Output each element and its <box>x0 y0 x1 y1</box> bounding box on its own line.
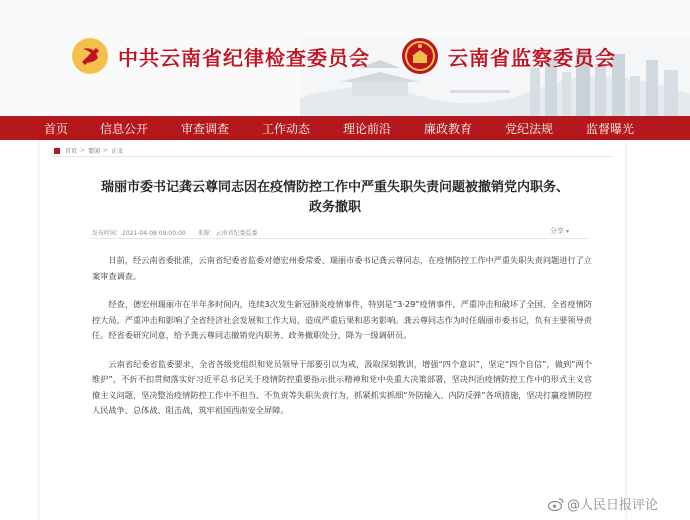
nav-item-regulations[interactable]: 党纪法规 <box>504 121 553 136</box>
article-paragraph: 云南省纪委省监委要求，全省各级党组织和党员领导干部要引以为戒，汲取深刻教训，增强“四个意识”，坚定“四个自信”，做到“两个维护”，不折不扣贯彻落实好习近平总书记关于疫情防控重要指示批示精神和党中央重大决策部署，坚决纠治疫情防控工作中的形式主义官僚主义问题，坚决整治疫情防控工作中不担当、不负责等失职失责行为，抓紧抓实抓细“外防输入、内防反弹”各项措施，坚决打赢疫情防控人民战争、总体战、阻击战，筑牢祖国西南安全屏障。 <box>92 358 592 415</box>
nav-item-theory[interactable]: 理论前沿 <box>342 121 391 136</box>
chevron-down-icon: ▾ <box>566 227 570 235</box>
site-header <box>0 0 690 116</box>
nav-item-exposure[interactable]: 监督曝光 <box>585 121 634 136</box>
article-body <box>92 253 592 432</box>
brand-left <box>70 36 370 76</box>
breadcrumb <box>54 146 125 155</box>
breadcrumb-separator: > <box>80 147 86 154</box>
divider <box>52 156 612 157</box>
site-title-left[interactable]: 中共云南省纪律检查委员会 <box>118 45 370 70</box>
article-source: 来源：云南省纪委监委 <box>197 230 258 237</box>
article-title: 瑞丽市委书记龚云尊同志因在疫情防控工作中严重失职失责问题被撤销党内职务、政务撤职 <box>100 180 569 215</box>
share-button[interactable] <box>550 226 569 236</box>
breadcrumb-separator: > <box>103 147 109 154</box>
breadcrumb-current: 正文 <box>111 148 124 155</box>
publish-time: 发布时间：2021-04-08 09:00:00 <box>92 230 186 237</box>
main-nav <box>0 116 690 140</box>
article-paragraph: 日前，经云南省委批准，云南省纪委省监委对德宏州委常委、瑞丽市委书记龚云尊同志，在疫情防控工作中严重失职失责问题进行了立案审查调查。 <box>92 255 592 281</box>
nav-item-info-disclosure[interactable]: 信息公开 <box>99 121 148 136</box>
nav-item-home[interactable]: 首页 <box>44 121 69 136</box>
divider <box>90 238 590 239</box>
brand-right <box>400 36 616 76</box>
article-meta <box>92 228 268 237</box>
site-title-right[interactable]: 云南省监察委员会 <box>448 45 616 70</box>
breadcrumb-news[interactable]: 要闻 <box>88 148 101 155</box>
watermark <box>548 494 658 513</box>
watermark-text: @人民日报评论 <box>567 498 659 513</box>
nav-item-investigation[interactable]: 审查调查 <box>180 121 229 136</box>
nav-item-integrity-education[interactable]: 廉政教育 <box>423 121 472 136</box>
breadcrumb-home[interactable]: 首页 <box>65 148 78 155</box>
article-card <box>40 140 625 520</box>
home-icon <box>54 148 60 154</box>
nav-item-work-news[interactable]: 工作动态 <box>261 121 310 136</box>
weibo-icon <box>548 497 564 511</box>
article-paragraph: 经查，德宏州瑞丽市在半年多时间内，连续3次发生新冠肺炎疫情事件，特别是“3·29”疫情事件，严重冲击和破坏了全国、全省疫情防控大局，严重冲击和影响了全省经济社会发展和工作大局，造成严重后果和恶劣影响。龚云尊同志作为时任瑞丽市委书记，负有主要领导责任。经省委研究同意，给予龚云尊同志撤销党内职务、政务撤职处分，降为一级调研员。 <box>92 299 592 340</box>
national-emblem-icon <box>400 36 440 76</box>
party-emblem-icon <box>70 36 110 76</box>
share-label: 分享 <box>550 227 564 235</box>
